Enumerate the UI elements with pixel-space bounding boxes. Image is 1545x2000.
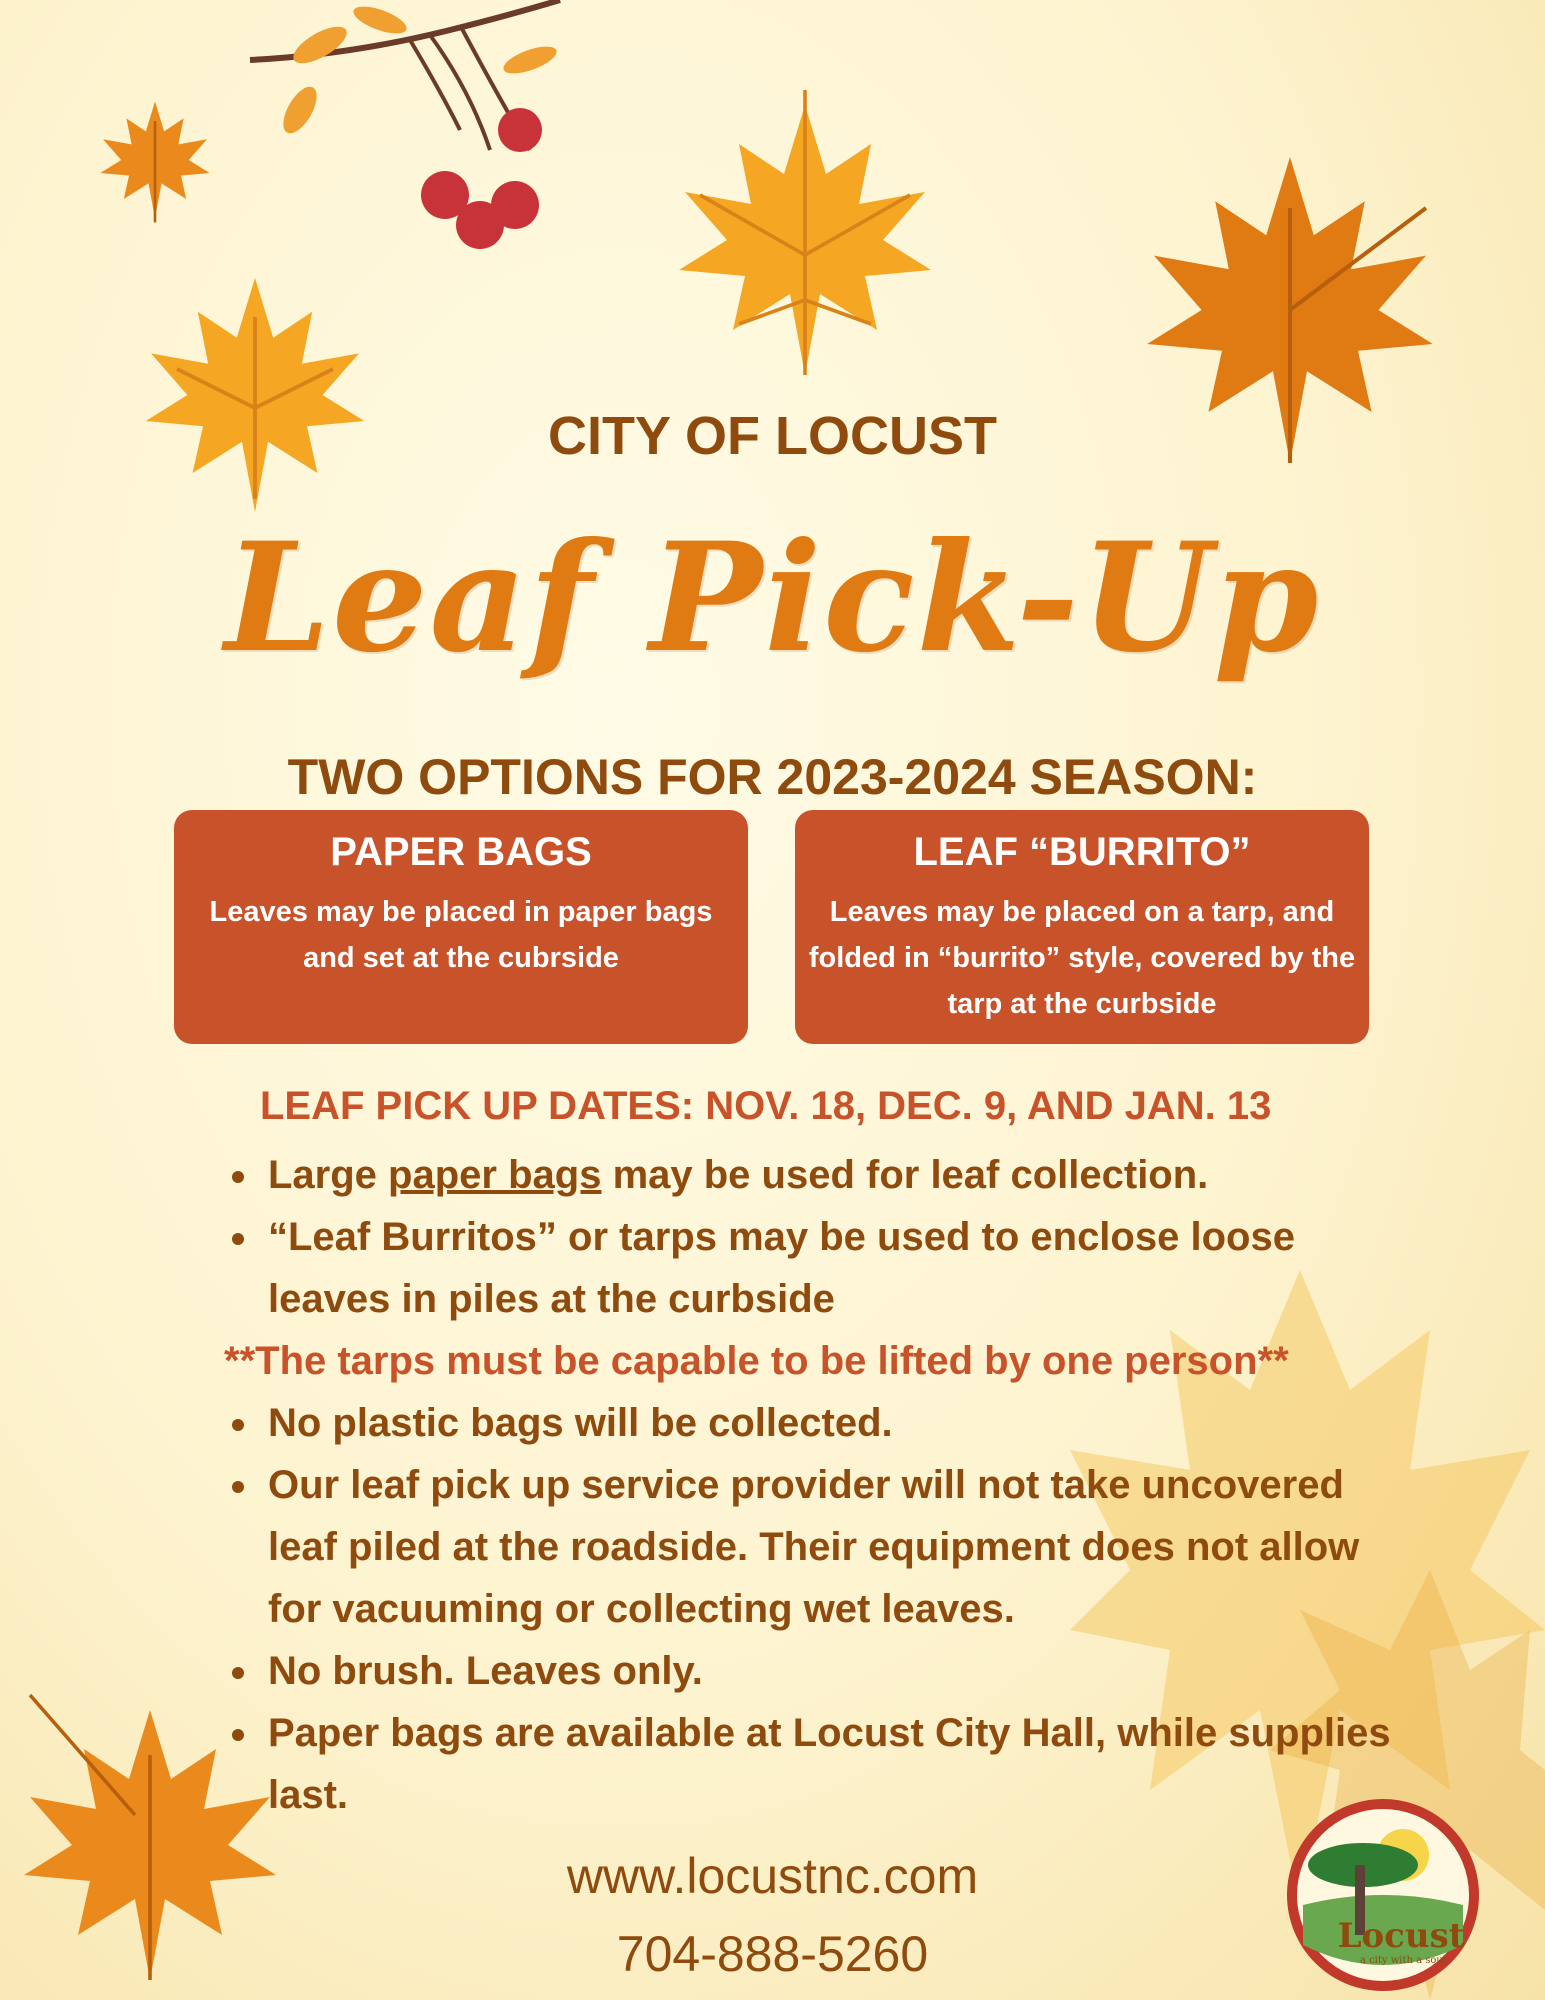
list-item: “Leaf Burritos” or tarps may be used to enclose loose leaves in piles at the curbside [228,1206,1408,1330]
maple-leaf-icon [640,90,970,390]
option-paper-bags [174,810,748,1044]
bullet-text: Large [268,1153,389,1197]
option-leaf-burrito [795,810,1369,1044]
berry-branch-icon [230,0,580,260]
tarp-note: **The tarps must be capable to be lifted by one person** [224,1339,1289,1383]
option-description: Leaves may be placed in paper bags and set at the cubrside [209,896,713,974]
paper-bags-emphasis: paper bags [388,1153,602,1197]
maple-leaf-icon [90,95,220,225]
list-item: No plastic bags will be collected. [228,1392,1408,1454]
pickup-dates: LEAF PICK UP DATES: NOV. 18, DEC. 9, AND JAN. 13 [260,1084,1272,1128]
list-item: Our leaf pick up service provider will not take uncovered leaf piled at the roadside. Their equipment does not allow for vacuuming or collecting wet leaves. [228,1454,1408,1640]
option-description: Leaves may be placed on a tarp, and folded in “burrito” style, covered by the tarp at the curbside [808,896,1356,1020]
locust-logo [1283,1795,1483,1995]
logo-tagline: a city with a soul [1359,1955,1447,1966]
list-item: Paper bags are available at Locust City Hall, while supplies last. [228,1702,1408,1826]
bullet-text: may be used for leaf collection. [601,1153,1209,1197]
rules-list [224,1144,1408,1826]
page-title: Leaf Pick-Up [224,510,1321,686]
maple-leaf-icon [125,265,385,525]
logo-name: Locust [1337,1916,1465,1956]
phone-number: 704-888-5260 [616,1926,929,1982]
city-name: CITY OF LOCUST [547,406,997,466]
website-link[interactable]: www.locustnc.com [566,1848,979,1904]
option-title: LEAF “BURRITO” [913,830,1251,874]
season-heading: TWO OPTIONS FOR 2023-2024 SEASON: [287,749,1258,805]
list-item: No brush. Leaves only. [228,1640,1408,1702]
option-title: PAPER BAGS [330,830,592,874]
list-item [228,1144,1408,1206]
